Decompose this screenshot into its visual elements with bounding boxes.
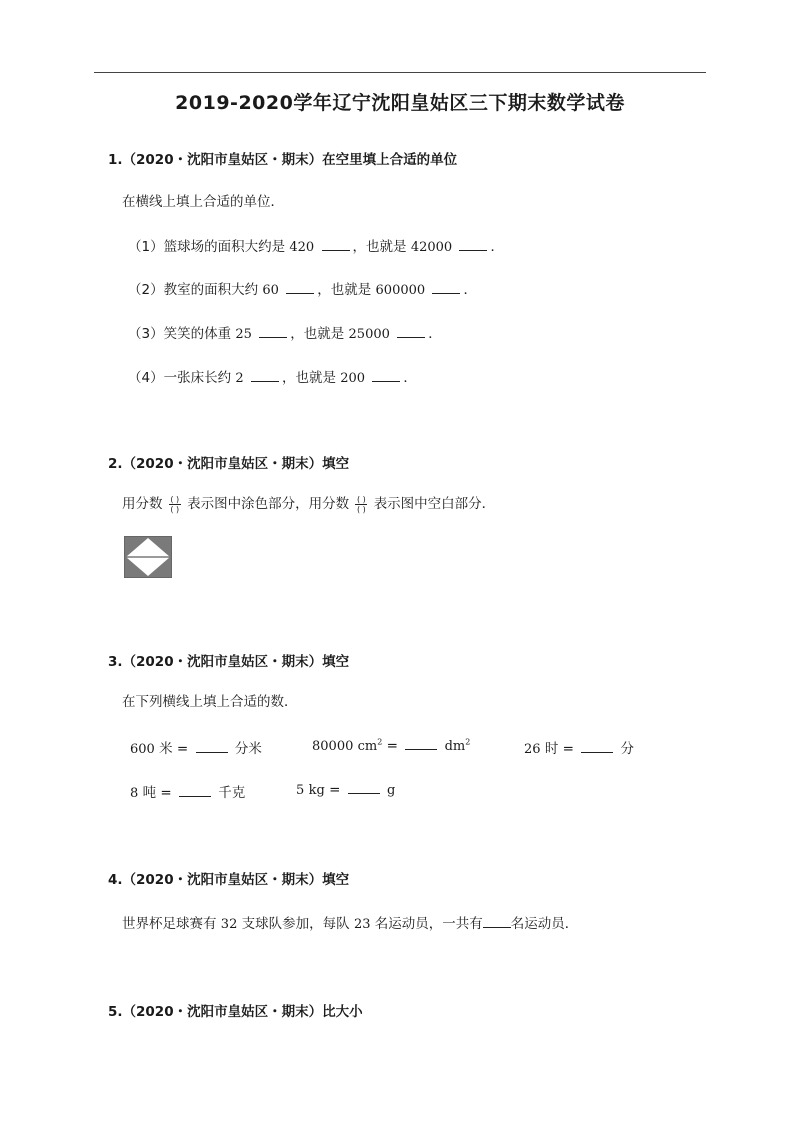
answer-blank[interactable] [251,369,279,382]
q3-heading: 3.（2020・沈阳市皇姑区・期末）填空 [108,654,350,670]
page-title: 2019-2020学年辽宁沈阳皇姑区三下期末数学试卷 [175,92,625,114]
q3-value: 600 [130,742,155,757]
shaded-square-svg [124,536,172,578]
q3-row-2a [130,781,245,801]
q1-item-end: ． [428,326,442,342]
equals-sign: = [562,741,574,757]
q1-item-4 [128,366,417,386]
q1-item-1 [128,235,504,255]
q1-value: 420 [289,240,315,255]
q3-value: 8 [130,786,139,801]
q1-value: 25 [235,327,252,342]
q2-text: 表示图中涂色部分，用分数 [187,496,350,512]
q3-row-1a [130,737,262,757]
q4-text-part: 世界杯足球赛有 [122,916,217,932]
q3-row-1c [524,737,634,757]
q4-heading: 4.（2020・沈阳市皇姑区・期末）填空 [108,872,350,888]
q3-value: 80000 [312,739,354,754]
q1-value: 600000 [375,283,426,298]
q1-item-2 [128,278,477,298]
q2-text: 表示图中空白部分． [373,496,496,512]
q3-unit [445,739,471,754]
answer-blank[interactable] [432,281,460,294]
answer-blank[interactable] [483,915,511,928]
q3-unit: 米 [159,741,173,757]
q1-value: 2 [235,371,244,386]
q1-heading: 1.（2020・沈阳市皇姑区・期末）在空里填上合适的单位 [108,152,458,168]
q3-instruction: 在下列横线上填上合适的数． [122,694,298,710]
equals-sign: = [176,741,189,757]
q1-value: 25000 [348,327,390,342]
q1-item-text: ，也就是 [290,326,345,342]
superscript: 2 [465,737,471,747]
superscript: 2 [377,737,383,747]
top-rule [94,72,706,73]
answer-blank[interactable] [397,325,425,338]
q1-value: 200 [340,371,366,386]
answer-blank[interactable] [259,325,287,338]
fraction-blank[interactable] [169,495,181,514]
answer-blank[interactable] [196,740,228,753]
q3-unit: 分 [620,741,635,757]
unit-dm: dm [444,739,466,754]
q3-value: 26 [524,742,541,757]
q1-value: 42000 [410,240,453,255]
q3-unit: kg [308,783,325,798]
fraction-denominator: ( ) [170,504,180,514]
q3-value: 5 [296,783,305,798]
q1-item-end: ． [490,239,504,255]
q3-unit: 千克 [218,785,246,801]
q1-item-text: （1）篮球场的面积大约是 [128,239,286,255]
q1-item-text: ，也就是 [281,370,336,386]
q2-heading: 2.（2020・沈阳市皇姑区・期末）填空 [108,456,350,472]
q1-item-end: ． [403,370,417,386]
equals-sign: = [386,738,398,754]
q4-text [122,912,578,932]
q3-unit: 分米 [234,741,262,757]
q3-unit [358,739,383,754]
q2-instruction [122,492,495,514]
answer-blank[interactable] [459,238,487,251]
q4-text-part: 名运动员，一共有 [374,916,483,932]
q2-text: 用分数 [122,496,163,512]
q3-row-2b [296,781,395,798]
answer-blank[interactable] [348,781,380,794]
q1-item-text: （3）笑笑的体重 [128,326,232,342]
q1-item-text: （4）一张床长约 [128,370,232,386]
q1-value: 60 [262,283,279,298]
q1-instruction: 在横线上填上合适的单位． [122,194,284,210]
fraction-denominator: ( ) [356,504,366,514]
equals-sign: = [160,785,172,801]
answer-blank[interactable] [322,238,350,251]
answer-blank[interactable] [372,369,400,382]
q4-text-part: 名运动员． [510,916,579,932]
q4-value: 32 [220,917,238,932]
q4-text-part: 支球队参加，每队 [241,916,350,932]
fraction-numerator: ( ) [356,494,366,504]
q3-unit: g [386,783,396,798]
q1-item-text: ，也就是 [352,239,407,255]
fraction-blank[interactable] [355,495,367,514]
q5-heading: 5.（2020・沈阳市皇姑区・期末）比大小 [108,1004,363,1020]
q1-item-end: ． [463,282,477,298]
q3-unit: 时 [544,741,559,757]
q1-item-3 [128,322,442,342]
answer-blank[interactable] [581,740,613,753]
fraction-numerator: ( ) [170,494,180,504]
answer-blank[interactable] [405,737,437,750]
q3-row-1b [312,737,470,754]
equals-sign: = [329,782,341,798]
unit-cm: cm [357,739,378,754]
q3-unit: 吨 [142,785,157,801]
shaded-square-figure [124,536,172,582]
answer-blank[interactable] [179,784,211,797]
q1-item-text: ，也就是 [317,282,372,298]
q4-value: 23 [353,917,371,932]
q1-item-text: （2）教室的面积大约 [128,282,259,298]
answer-blank[interactable] [286,281,314,294]
